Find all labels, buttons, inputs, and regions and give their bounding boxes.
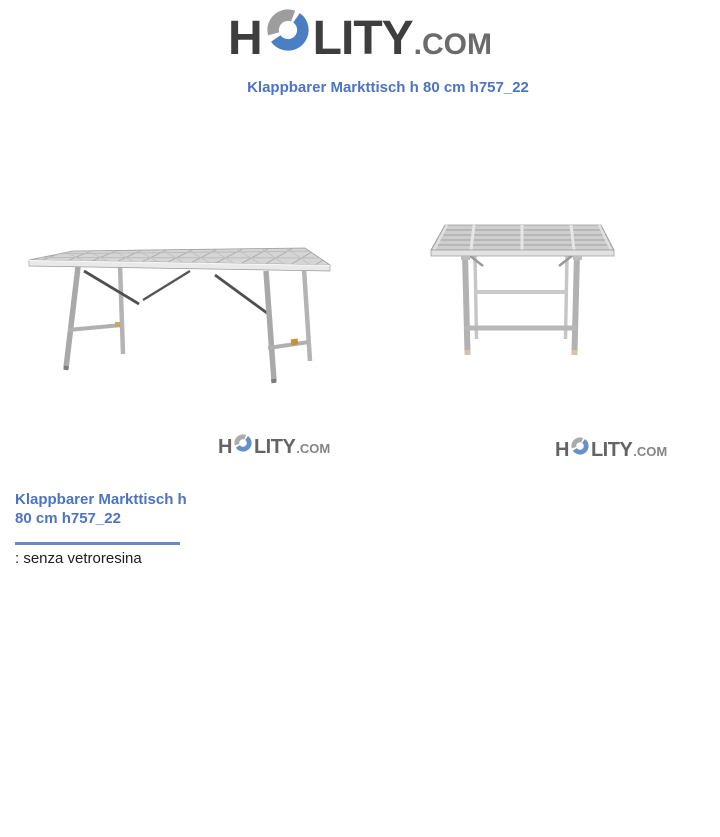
title-underline-divider	[15, 542, 180, 545]
logo-suffix-com: .COM	[413, 28, 492, 61]
product-description: : senza vetroresina	[15, 550, 142, 567]
product-info-title-line1: Klappbarer Markttisch h	[15, 491, 187, 508]
product-title-row	[0, 79, 720, 97]
holity-o-swirl-icon	[233, 433, 253, 453]
folding-table-front-view-drawing	[425, 222, 620, 362]
product-title: Klappbarer Markttisch h 80 cm h757_22	[247, 79, 529, 96]
logo-letter-h: H	[555, 439, 569, 461]
logo-letters-lity: LITY	[590, 439, 633, 461]
holity-o-swirl-icon	[264, 6, 312, 54]
logo-letters-lity: LITY	[253, 436, 296, 458]
table-top-slats	[431, 225, 614, 260]
product-image-side-view	[15, 233, 335, 395]
logo-letter-h: H	[228, 12, 262, 65]
holity-logo	[0, 6, 720, 64]
watermark-logo-right	[555, 436, 667, 461]
table-legs	[465, 254, 578, 355]
product-info-title-line2: 80 cm h757_22	[15, 510, 121, 527]
logo-suffix-com: .COM	[296, 441, 331, 456]
watermark-logo-left	[218, 433, 330, 458]
table-legs	[66, 265, 310, 383]
product-image-front-view	[425, 222, 620, 362]
product-info-block	[15, 490, 225, 567]
product-info-title	[15, 490, 225, 528]
table-top-lattice	[29, 244, 335, 271]
folding-table-side-view-drawing	[15, 233, 335, 395]
holity-o-swirl-icon	[570, 436, 590, 456]
logo-letter-h: H	[218, 436, 232, 458]
logo-letters-lity: LITY	[312, 12, 413, 65]
logo-suffix-com: .COM	[633, 444, 668, 459]
